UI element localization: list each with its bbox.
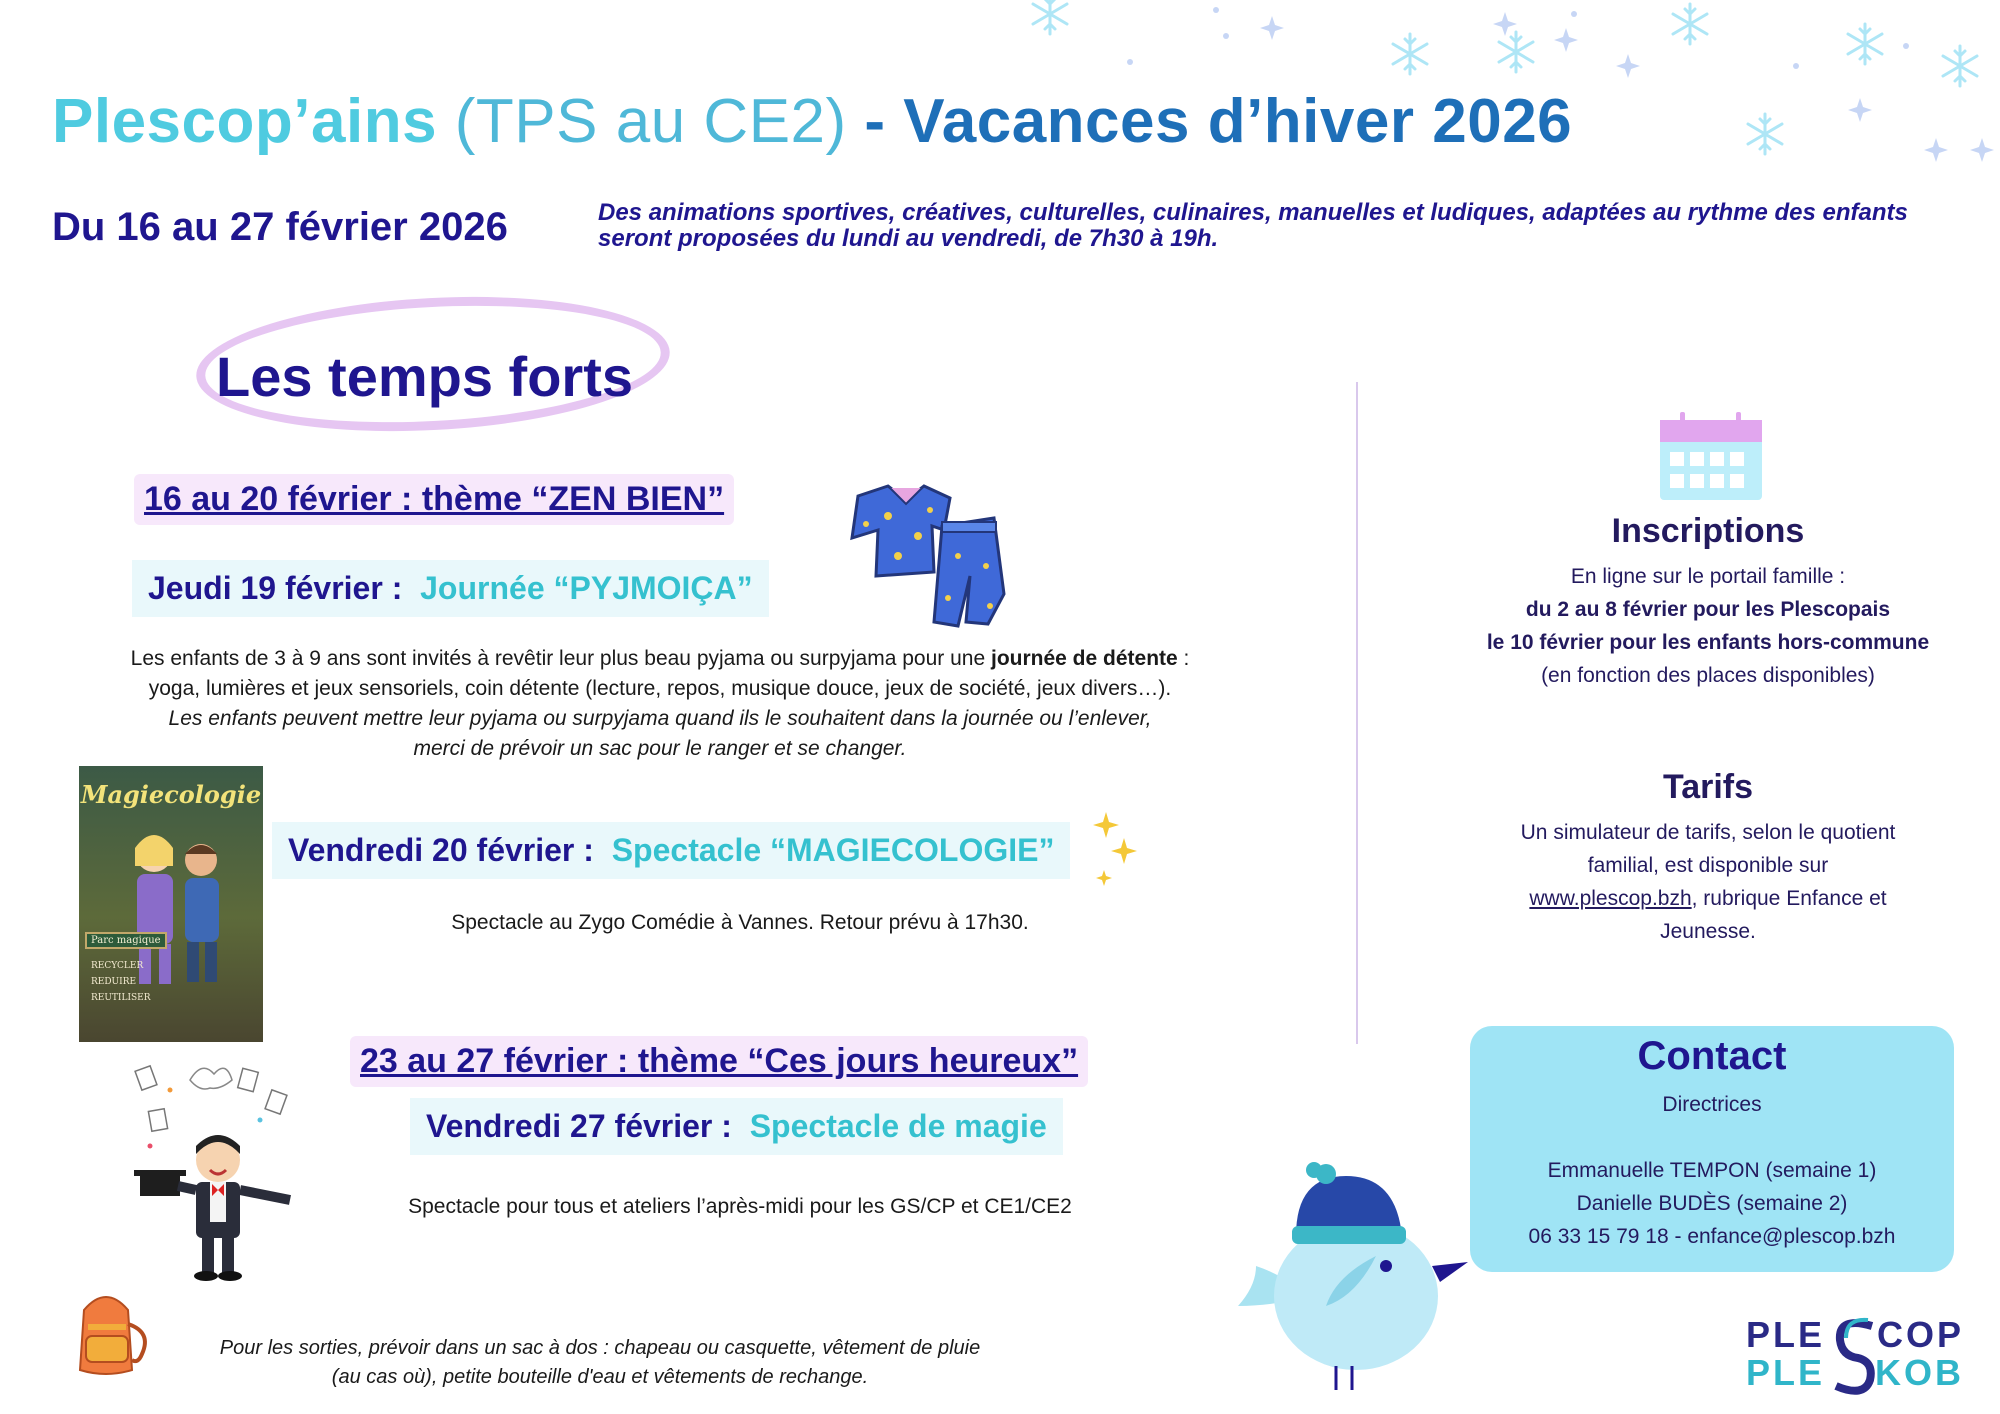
event-date: Jeudi 19 février :: [148, 570, 403, 606]
desc-line-4: merci de prévoir un sac pour le ranger et se changer.: [413, 737, 907, 760]
sparkle-icon: [1848, 98, 1872, 122]
event-description-pyjama: [30, 644, 1290, 764]
sparkle-icon: [1260, 16, 1284, 40]
calendar-icon: [1658, 410, 1764, 502]
event-date: Vendredi 27 février :: [426, 1108, 732, 1144]
snowflake-icon: [1499, 32, 1533, 72]
event-vendredi-27: [410, 1098, 1063, 1155]
title-part-3: - Vacances d’hiver 2026: [864, 87, 1573, 156]
event-name: Journée “PYJMOIÇA”: [420, 570, 753, 606]
sparkle-icon: [1924, 138, 1948, 162]
sparkle-icon: [1493, 12, 1517, 36]
spectacle-info: Spectacle au Zygo Comédie à Vannes. Retour prévu à 17h30.: [451, 911, 1029, 934]
magician-illustration: [130, 1050, 306, 1282]
contact-phone-email[interactable]: 06 33 15 79 18 - enfance@plescop.bzh: [1528, 1225, 1896, 1248]
date-range: Du 16 au 27 février 2026: [52, 205, 508, 249]
poster-title: Magiecologie: [80, 780, 262, 809]
contact-details: Directrices Emmanuelle TEMPON (semaine 1) Danielle BUDÈS (semaine 2) 06 33 15 79 18 - enfance@plescop.bzh: [1470, 1088, 1954, 1253]
sparkle-icon: [1970, 138, 1994, 162]
inscriptions-title: Inscriptions: [1611, 512, 1805, 550]
sorties-note: Pour les sorties, prévoir dans un sac à dos : chapeau ou casquette, vêtement de pluie (au cas où), petite bouteille d'eau et vêtements de rechange.: [219, 1337, 981, 1388]
plescop-website-link[interactable]: www.plescop.bzh: [1529, 887, 1692, 910]
poster-sign: Parc magique: [85, 932, 167, 949]
backpack-icon: [66, 1284, 156, 1380]
event-name: Spectacle “MAGIECOLOGIE”: [611, 832, 1055, 868]
title-part-1: Plescop’ains: [52, 87, 438, 156]
plescop-logo: PLE COP PLE KOB: [1746, 1316, 1964, 1398]
snowflake-icon: [1673, 4, 1707, 44]
event-vendredi-20: [272, 822, 1070, 879]
sparkles-icon: [1080, 808, 1144, 890]
snowflake-icon: [1033, 0, 1067, 34]
pyjama-illustration: [838, 476, 1010, 634]
section-title-temps-forts: Les temps forts: [216, 345, 633, 408]
title-part-2: (TPS au CE2): [437, 87, 865, 156]
event-name: Spectacle de magie: [749, 1108, 1047, 1144]
event-date: Vendredi 20 février :: [288, 832, 594, 868]
desc-line-2: yoga, lumières et jeux sensoriels, coin détente (lecture, repos, musique douce, jeux de société, jeux divers…).: [148, 677, 1172, 700]
spectacle-poster: [79, 766, 263, 1042]
page-title: [52, 86, 1572, 157]
snowflake-icon: [1748, 114, 1782, 154]
bird-illustration: [1236, 1146, 1472, 1396]
sparkle-icon: [1554, 28, 1578, 52]
logo-s-mark: [1828, 1316, 1882, 1396]
week1-theme: 16 au 20 février : thème “ZEN BIEN”: [134, 474, 734, 525]
inscriptions-text: En ligne sur le portail famille : du 2 au 8 février pour les Plescopais le 10 février pour les enfants hors-commune (en fonction des places disponibles): [1486, 565, 1930, 687]
tarifs-title: Tarifs: [1662, 768, 1754, 806]
snowflake-icon: [1393, 34, 1427, 74]
event-jeudi-19: [132, 560, 769, 617]
magic-show-info: Spectacle pour tous et ateliers l’après-midi pour les GS/CP et CE1/CE2: [408, 1195, 1072, 1218]
week2-theme: 23 au 27 février : thème “Ces jours heureux”: [350, 1036, 1088, 1087]
desc-line-3: Les enfants peuvent mettre leur pyjama ou surpyjama quand ils le souhaitent dans la journée ou l’enlever,: [168, 707, 1152, 730]
tarifs-text: Un simulateur de tarifs, selon le quotient familial, est disponible sur www.plescop.bzh, rubrique Enfance et Jeunesse.: [1520, 821, 1896, 943]
contact-title: Contact: [1637, 1034, 1787, 1078]
intro-text: Des animations sportives, créatives, culturelles, culinaires, manuelles et ludiques, adaptées au rythme des enfants seront proposées du lundi au vendredi, de 7h30 à 19h.: [598, 199, 1908, 252]
poster-list: RECYCLER REDUIRE REUTILISER: [91, 961, 151, 1003]
sparkle-icon: [1616, 54, 1640, 78]
snowflake-icon: [1943, 46, 1977, 86]
desc-line-1: Les enfants de 3 à 9 ans sont invités à revêtir leur plus beau pyjama ou surpyjama pour une journée de détente :: [130, 647, 1190, 670]
column-divider: [1356, 382, 1358, 1044]
snowflake-icon: [1848, 24, 1882, 64]
